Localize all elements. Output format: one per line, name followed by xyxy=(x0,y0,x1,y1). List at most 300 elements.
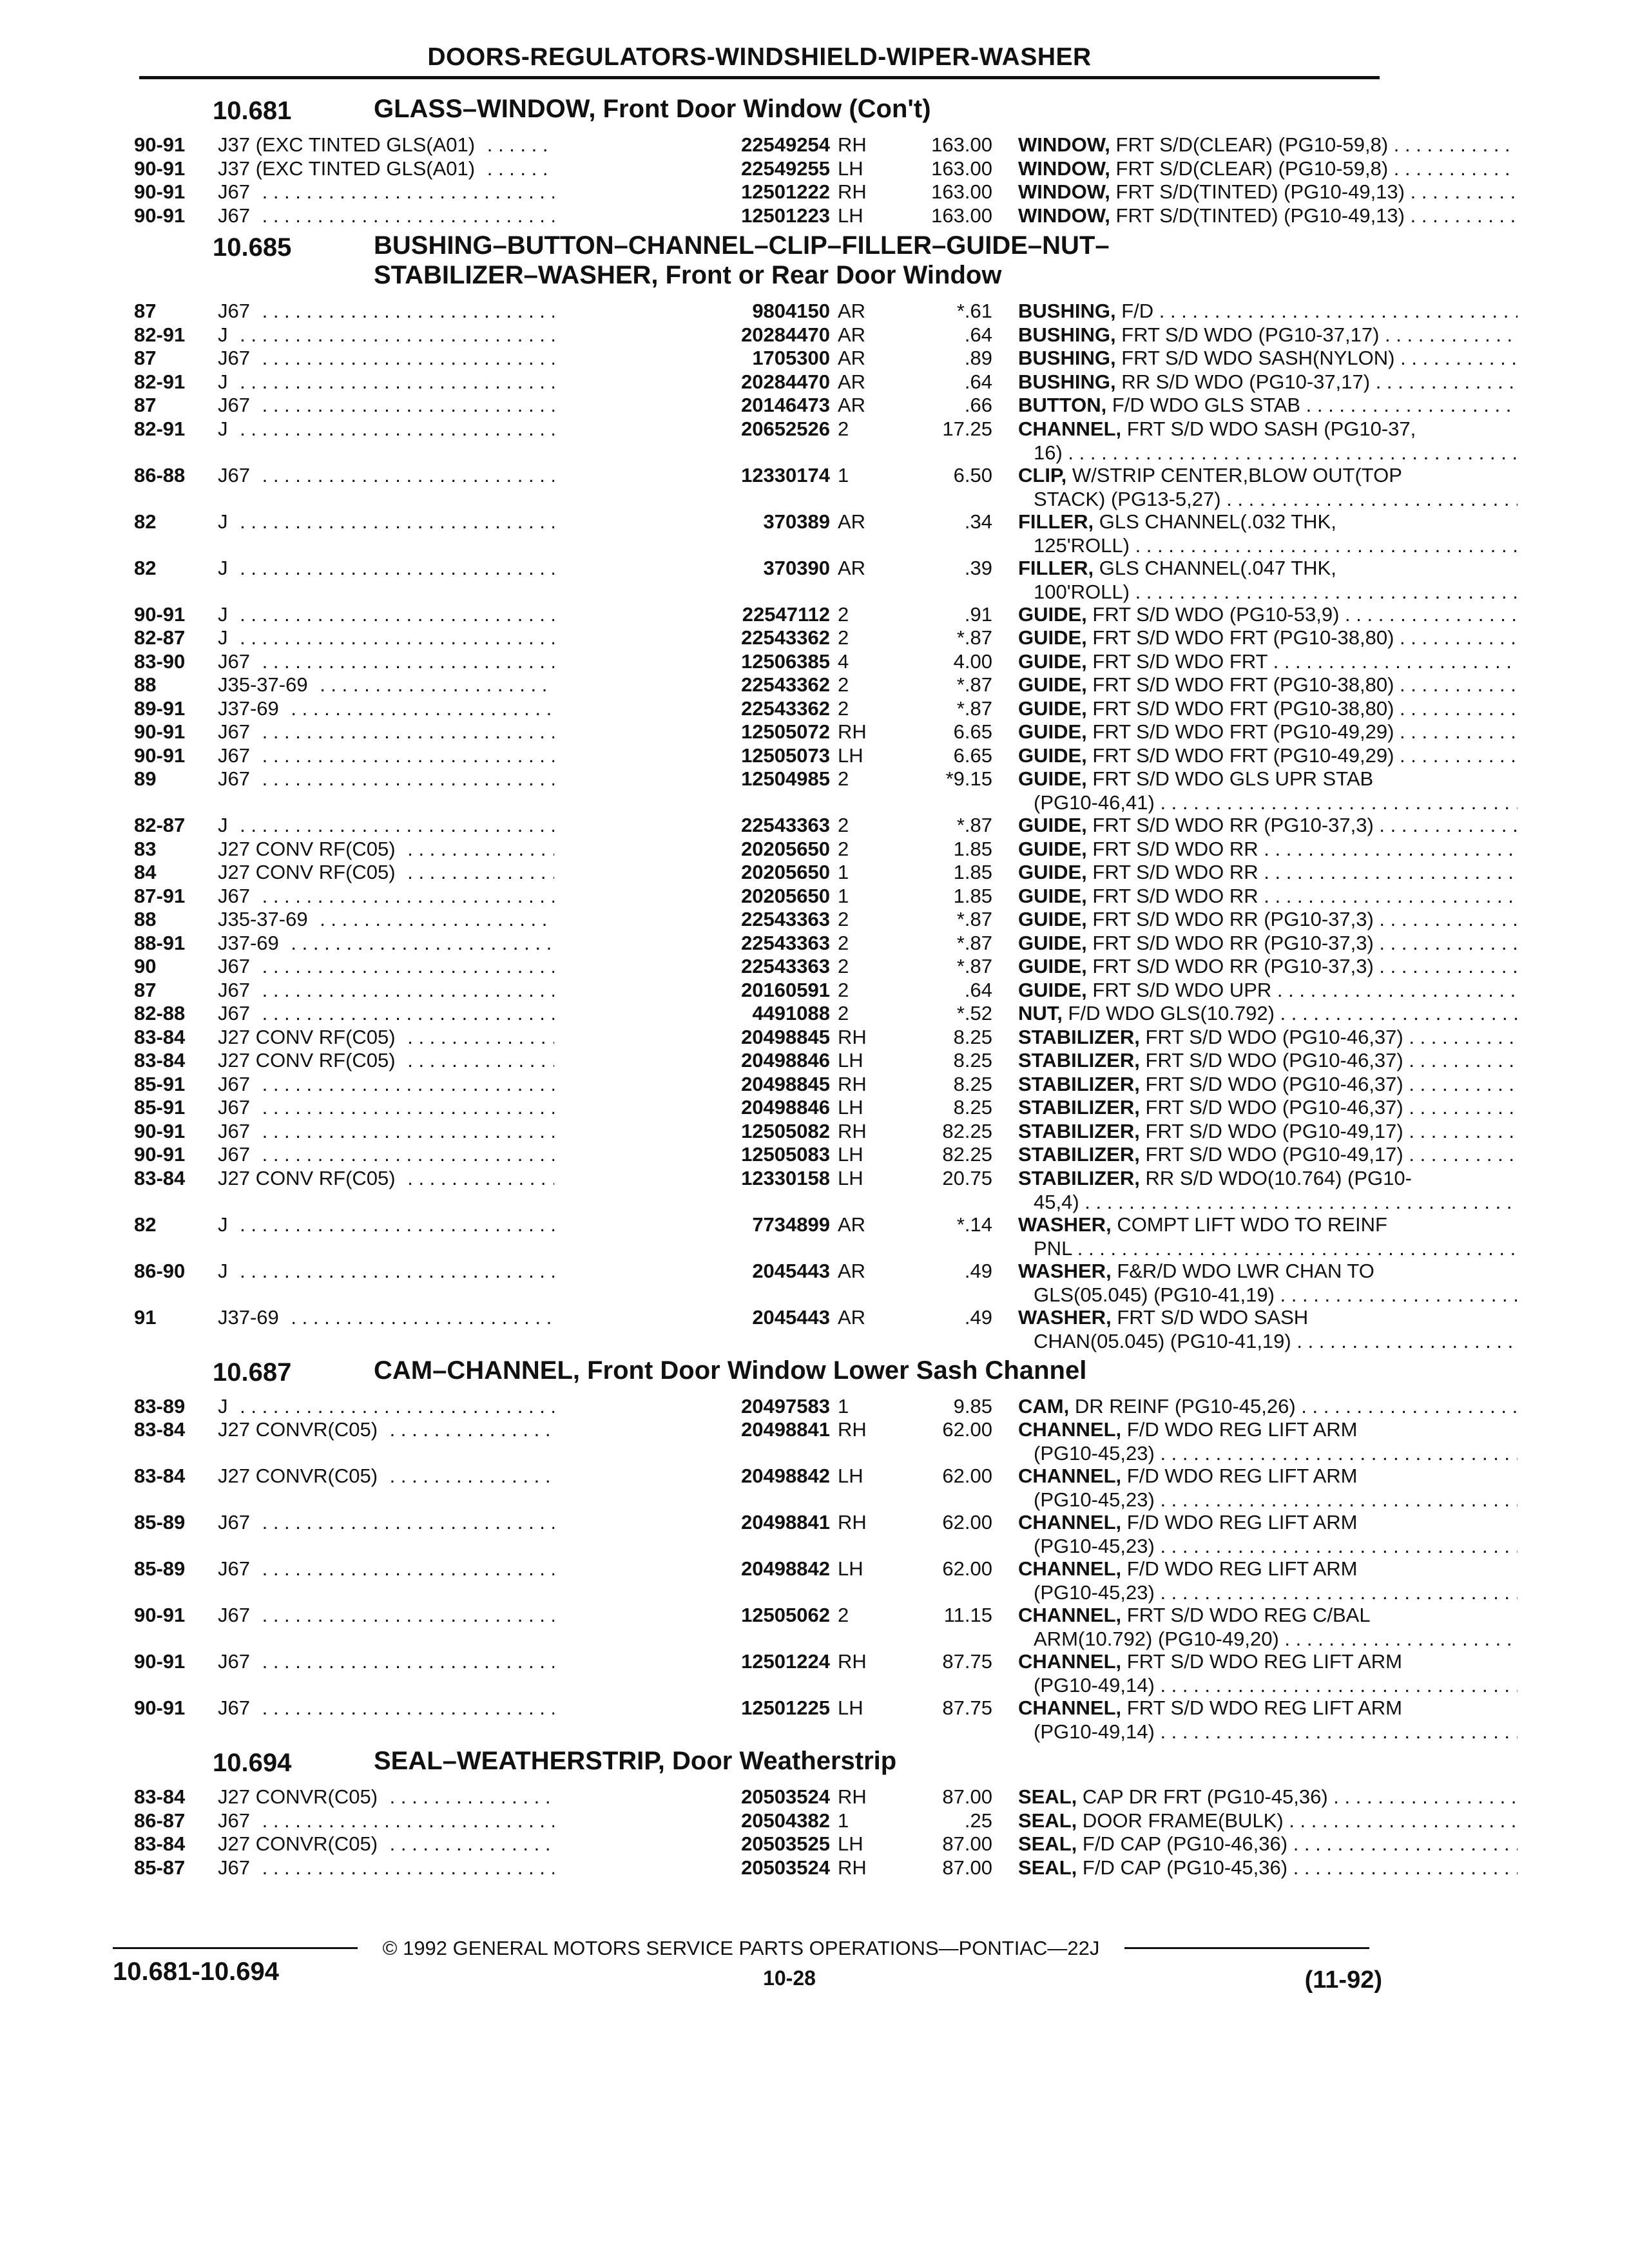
quantity: RH xyxy=(838,1119,867,1142)
model-code: J67 xyxy=(218,180,256,203)
description-continuation: (PG10-45,23) . . . xyxy=(1018,1534,1518,1558)
description-line xyxy=(1018,1119,1518,1143)
year-range: 90-91 xyxy=(134,1696,186,1719)
description-continuation: (PG10-45,23) . . . xyxy=(1018,1581,1518,1604)
footer-section-range: 10.681-10.694 xyxy=(113,1957,280,1986)
table-row xyxy=(129,813,1385,837)
description-text: FRT S/D WDO (PG10-46,37) xyxy=(1145,1025,1403,1048)
description xyxy=(1018,1649,1518,1697)
description-continuation: (PG10-45,23) . . . xyxy=(1018,1441,1518,1465)
year-range: 86-88 xyxy=(134,463,186,486)
table-row xyxy=(129,204,1405,227)
description-text: FRT S/D WDO RR (PG10-37,3) xyxy=(1092,931,1374,954)
quantity: AR xyxy=(838,323,866,346)
year-range: 90-91 xyxy=(134,157,186,180)
parts-catalog xyxy=(129,90,1416,1879)
year-range: 83-84 xyxy=(134,1049,186,1072)
description-keyword: CHANNEL, xyxy=(1018,1696,1122,1719)
part-number: 12504985 xyxy=(554,767,830,791)
model-code: J xyxy=(218,1395,235,1418)
quantity: AR xyxy=(838,394,866,416)
table-row xyxy=(129,1510,1385,1557)
model-code: J27 CONVR(C05) xyxy=(218,1418,384,1441)
year-range: 88 xyxy=(134,673,157,696)
description-continuation: (PG10-45,23) . . . xyxy=(1018,1488,1518,1512)
description-keyword: WASHER, xyxy=(1018,1305,1112,1329)
price: 1.85 xyxy=(953,837,992,860)
description-continuation: (PG10-49,14) . . . xyxy=(1018,1673,1518,1697)
description-keyword: GUIDE, xyxy=(1018,649,1087,673)
table-row xyxy=(129,393,1385,417)
description-text: W/STRIP CENTER,BLOW OUT(TOP xyxy=(1072,463,1402,486)
price: 17.25 xyxy=(942,417,992,440)
description-text: F/D xyxy=(1121,300,1154,322)
table-row xyxy=(129,1696,1402,1743)
model-code: J37-69 xyxy=(218,932,285,954)
description-line xyxy=(1018,417,1518,441)
year-range: 90-91 xyxy=(134,1119,186,1142)
table-row xyxy=(129,180,1405,204)
part-number: 12505062 xyxy=(554,1603,830,1627)
description-text: FRT S/D WDO FRT (PG10-38,80) xyxy=(1092,673,1394,696)
table-row xyxy=(129,1785,1385,1809)
price: *.87 xyxy=(956,908,992,930)
price: .64 xyxy=(964,978,992,1001)
part-number: 12501224 xyxy=(554,1649,830,1673)
description xyxy=(1018,1394,1518,1418)
part-number: 12506385 xyxy=(554,649,830,673)
year-range: 90-91 xyxy=(134,1143,186,1166)
model-code: J35-37-69 xyxy=(218,908,314,930)
model-code: J35-37-69 xyxy=(218,673,314,696)
description-keyword: SEAL, xyxy=(1018,1785,1077,1808)
description xyxy=(1018,1464,1518,1512)
part-number: 20652526 xyxy=(554,417,830,441)
description xyxy=(1018,1832,1518,1856)
part-number: 20146473 xyxy=(554,393,830,417)
description xyxy=(1018,1259,1518,1307)
description xyxy=(1018,1809,1518,1832)
table-row xyxy=(129,370,1385,394)
description xyxy=(1018,204,1518,227)
model-code: J37-69 xyxy=(218,697,285,720)
description-line xyxy=(1018,1696,1518,1720)
quantity: RH xyxy=(838,1418,867,1441)
quantity: 2 xyxy=(838,626,849,649)
table-row xyxy=(129,720,1394,744)
part-number: 22549254 xyxy=(554,133,830,157)
part-number: 2045443 xyxy=(554,1305,830,1329)
description-keyword: GUIDE, xyxy=(1018,955,1087,977)
quantity: RH xyxy=(838,133,867,156)
description-keyword: SEAL, xyxy=(1018,1832,1077,1855)
price: 6.65 xyxy=(953,720,992,743)
description xyxy=(1018,299,1518,323)
part-number: 12330158 xyxy=(554,1166,830,1190)
part-number: 2045443 xyxy=(554,1259,830,1283)
year-range: 82 xyxy=(134,510,157,533)
description-keyword: WINDOW, xyxy=(1018,133,1110,156)
quantity: 1 xyxy=(838,463,849,486)
description-text: FRT S/D WDO REG LIFT ARM xyxy=(1126,1696,1402,1719)
year-range: 83 xyxy=(134,837,157,860)
description-text: RR S/D WDO(10.764) (PG10- xyxy=(1145,1166,1412,1189)
description xyxy=(1018,1213,1518,1260)
table-row xyxy=(129,1305,1385,1352)
model-code: J67 xyxy=(218,1073,256,1095)
table-row xyxy=(129,299,1385,323)
description xyxy=(1018,1025,1518,1049)
section-number: 10.681 xyxy=(213,97,292,125)
description-line xyxy=(1018,463,1518,487)
price: .49 xyxy=(964,1305,992,1329)
price: 9.85 xyxy=(953,1394,992,1418)
year-range: 90 xyxy=(134,955,157,977)
quantity: LH xyxy=(838,1166,863,1189)
price: 87.75 xyxy=(942,1696,992,1719)
model-code: J67 xyxy=(218,1143,256,1166)
description xyxy=(1018,626,1518,649)
description-continuation: STACK) (PG13-5,27) . . . xyxy=(1018,487,1518,511)
description-text: F/D CAP (PG10-46,36) xyxy=(1082,1832,1288,1855)
quantity: RH xyxy=(838,1072,867,1095)
part-number: 22543363 xyxy=(554,954,830,978)
description-keyword: GUIDE, xyxy=(1018,673,1087,696)
price: 4.00 xyxy=(953,649,992,673)
description-keyword: CHANNEL, xyxy=(1018,417,1122,440)
description-keyword: GUIDE, xyxy=(1018,626,1087,649)
description-keyword: WINDOW, xyxy=(1018,180,1110,203)
price: 62.00 xyxy=(942,1511,992,1533)
description-line xyxy=(1018,1259,1518,1283)
price: 1.85 xyxy=(953,884,992,907)
description-keyword: BUTTON, xyxy=(1018,394,1107,416)
description-text: F/D WDO GLS(10.792) xyxy=(1068,1002,1275,1024)
description-keyword: STABILIZER, xyxy=(1018,1143,1140,1166)
description xyxy=(1018,954,1518,978)
part-number: 20205650 xyxy=(554,837,830,861)
part-number: 12505072 xyxy=(554,720,830,744)
quantity: 1 xyxy=(838,884,849,907)
description-line xyxy=(1018,1785,1518,1809)
table-row xyxy=(129,837,1385,861)
description-continuation: 100'ROLL) . . . xyxy=(1018,580,1518,604)
part-number: 20284470 xyxy=(554,370,830,394)
description-line xyxy=(1018,626,1518,649)
model-code: J67 xyxy=(218,1557,256,1580)
year-range: 87 xyxy=(134,394,157,416)
description xyxy=(1018,180,1518,204)
quantity: RH xyxy=(838,1650,867,1673)
price: .66 xyxy=(964,394,992,416)
description-line xyxy=(1018,1394,1518,1418)
description-keyword: FILLER, xyxy=(1018,510,1094,533)
year-range: 83-84 xyxy=(134,1166,186,1189)
model-code: J xyxy=(218,370,235,393)
model-code: J xyxy=(218,626,235,649)
description-text: F/D WDO REG LIFT ARM xyxy=(1126,1418,1358,1441)
part-number: 20160591 xyxy=(554,978,830,1002)
description-line xyxy=(1018,299,1518,323)
description-text: FRT S/D WDO RR (PG10-37,3) xyxy=(1092,955,1374,977)
description-line xyxy=(1018,1856,1518,1879)
table-row xyxy=(129,1557,1385,1603)
quantity: AR xyxy=(838,556,866,579)
model-code: J67 xyxy=(218,767,256,790)
description-keyword: SEAL, xyxy=(1018,1809,1077,1832)
part-number: 20503524 xyxy=(554,1856,830,1879)
description-line xyxy=(1018,673,1518,697)
model-code: J67 xyxy=(218,1096,256,1119)
table-row xyxy=(129,1072,1403,1096)
header-rule xyxy=(139,76,1380,79)
section-title: BUSHING–BUTTON–CHANNEL–CLIP–FILLER–GUIDE–NUT– STABILIZER–WASHER, Front or Rear Door Window xyxy=(374,231,1110,289)
part-number: 20498841 xyxy=(554,1418,830,1441)
description-line xyxy=(1018,907,1518,931)
table-row xyxy=(129,1025,1403,1049)
price: *.52 xyxy=(956,1002,992,1024)
description-text: FRT S/D(TINTED) (PG10-49,13) xyxy=(1115,204,1405,227)
description xyxy=(1018,1072,1518,1096)
model-code: J67 xyxy=(218,300,256,322)
price: .39 xyxy=(964,556,992,579)
section-header xyxy=(129,90,1385,133)
description-text: F/D WDO REG LIFT ARM xyxy=(1126,1511,1358,1533)
year-range: 90-91 xyxy=(134,1604,186,1626)
year-range: 85-87 xyxy=(134,1856,186,1879)
quantity: 2 xyxy=(838,697,849,720)
description-line xyxy=(1018,649,1518,673)
description-text: FRT S/D WDO RR (PG10-37,3) xyxy=(1092,908,1374,930)
description-continuation: (PG10-46,41) . . . xyxy=(1018,791,1518,814)
table-row xyxy=(129,1259,1385,1305)
description xyxy=(1018,1510,1518,1558)
table-row xyxy=(129,1809,1385,1832)
description xyxy=(1018,720,1518,744)
description-keyword: STABILIZER, xyxy=(1018,1072,1140,1095)
model-code: J27 CONVR(C05) xyxy=(218,1832,384,1855)
model-code: J27 CONV RF(C05) xyxy=(218,1167,402,1189)
quantity: 2 xyxy=(838,814,849,836)
description-keyword: STABILIZER, xyxy=(1018,1166,1140,1189)
price: 11.15 xyxy=(943,1604,992,1626)
description-text: FRT S/D WDO (PG10-46,37) xyxy=(1145,1049,1403,1072)
model-code: J xyxy=(218,814,235,836)
model-code: J27 CONVR(C05) xyxy=(218,1785,384,1808)
description-text: FRT S/D WDO REG LIFT ARM xyxy=(1126,1650,1402,1673)
description-text: FRT S/D WDO SASH(NYLON) xyxy=(1121,347,1395,369)
model-code: J67 xyxy=(218,1002,256,1024)
price: 8.25 xyxy=(953,1025,992,1048)
year-range: 90-91 xyxy=(134,204,186,227)
quantity: LH xyxy=(838,744,863,767)
table-row xyxy=(129,954,1385,978)
part-number: 12330174 xyxy=(554,463,830,487)
part-number: 20498845 xyxy=(554,1025,830,1049)
description xyxy=(1018,1166,1518,1214)
year-range: 83-84 xyxy=(134,1785,186,1808)
page-header xyxy=(139,41,1380,79)
price: .89 xyxy=(964,347,992,369)
quantity: 1 xyxy=(838,861,849,883)
quantity: 2 xyxy=(838,673,849,696)
description-line xyxy=(1018,837,1518,861)
year-range: 89 xyxy=(134,767,157,790)
part-number: 22543363 xyxy=(554,813,830,837)
year-range: 86-87 xyxy=(134,1809,186,1832)
quantity: 2 xyxy=(838,908,849,930)
model-code: J xyxy=(218,1260,235,1282)
quantity: AR xyxy=(838,510,866,533)
part-number: 22543362 xyxy=(554,697,830,720)
price: *.87 xyxy=(956,955,992,977)
description xyxy=(1018,1557,1518,1604)
year-range: 88 xyxy=(134,908,157,930)
description-text: F/D WDO GLS STAB xyxy=(1112,394,1301,416)
description-text: FRT S/D WDO FRT (PG10-49,29) xyxy=(1092,720,1394,743)
description xyxy=(1018,417,1518,465)
quantity: RH xyxy=(838,180,867,203)
description xyxy=(1018,1418,1518,1465)
description-text: FRT S/D WDO (PG10-46,37) xyxy=(1145,1096,1403,1119)
quantity: 2 xyxy=(838,931,849,954)
description-keyword: STABILIZER, xyxy=(1018,1096,1140,1119)
model-code: J67 xyxy=(218,885,256,907)
quantity: LH xyxy=(838,204,863,227)
part-number: 22549255 xyxy=(554,157,830,180)
year-range: 83-84 xyxy=(134,1832,186,1855)
price: *.87 xyxy=(956,673,992,696)
description xyxy=(1018,860,1518,884)
price: 8.25 xyxy=(953,1049,992,1072)
model-code: J xyxy=(218,510,235,533)
description-line xyxy=(1018,1418,1518,1441)
table-row xyxy=(129,744,1394,767)
description-text: GLS CHANNEL(.032 THK, xyxy=(1099,510,1336,533)
price: 163.00 xyxy=(931,204,992,227)
description-line xyxy=(1018,1557,1518,1581)
description-text: COMPT LIFT WDO TO REINF xyxy=(1117,1213,1387,1236)
description-line xyxy=(1018,813,1518,837)
part-number: 12505073 xyxy=(554,744,830,767)
table-row xyxy=(129,626,1394,649)
quantity: 2 xyxy=(838,1002,849,1024)
description-keyword: GUIDE, xyxy=(1018,978,1087,1001)
description-keyword: CHANNEL, xyxy=(1018,1418,1122,1441)
description-keyword: STABILIZER, xyxy=(1018,1025,1140,1048)
description-keyword: CHANNEL, xyxy=(1018,1604,1122,1626)
price: 8.25 xyxy=(953,1072,992,1095)
model-code: J67 xyxy=(218,1604,256,1626)
description-keyword: BUSHING, xyxy=(1018,323,1116,346)
section-number: 10.694 xyxy=(213,1749,292,1777)
description-line xyxy=(1018,1510,1518,1534)
part-number: 22543362 xyxy=(554,673,830,697)
model-code: J xyxy=(218,1213,235,1236)
description xyxy=(1018,697,1518,720)
price: 20.75 xyxy=(942,1166,992,1189)
model-code: J67 xyxy=(218,1809,256,1832)
quantity: 2 xyxy=(838,837,849,860)
description xyxy=(1018,884,1518,908)
description-line xyxy=(1018,393,1518,417)
description-keyword: GUIDE, xyxy=(1018,814,1087,836)
price: 87.75 xyxy=(942,1650,992,1673)
price: 87.00 xyxy=(942,1832,992,1855)
model-code: J67 xyxy=(218,1856,256,1879)
description-keyword: STABILIZER, xyxy=(1018,1049,1140,1072)
description-text: F&R/D WDO LWR CHAN TO xyxy=(1117,1259,1374,1282)
description-line xyxy=(1018,1832,1518,1856)
price: *.61 xyxy=(956,300,992,322)
price: 62.00 xyxy=(942,1418,992,1441)
description-line xyxy=(1018,1213,1518,1236)
part-number: 12501222 xyxy=(554,180,830,204)
description-text: FRT S/D WDO (PG10-49,17) xyxy=(1145,1119,1403,1142)
description-keyword: STABILIZER, xyxy=(1018,1119,1140,1142)
description xyxy=(1018,602,1518,626)
description-keyword: FILLER, xyxy=(1018,556,1094,579)
description-line xyxy=(1018,157,1518,180)
description-line xyxy=(1018,1048,1518,1072)
description xyxy=(1018,370,1518,394)
part-number: 22543363 xyxy=(554,907,830,931)
table-row xyxy=(129,323,1385,347)
description xyxy=(1018,813,1518,837)
table-row xyxy=(129,1048,1403,1072)
year-range: 90-91 xyxy=(134,720,186,743)
table-row xyxy=(129,649,1385,673)
table-row xyxy=(129,1603,1385,1649)
description xyxy=(1018,1856,1518,1879)
table-row xyxy=(129,133,1389,157)
year-range: 88-91 xyxy=(134,931,186,954)
description-keyword: WINDOW, xyxy=(1018,204,1110,227)
price: 6.50 xyxy=(953,463,992,486)
price: *.87 xyxy=(956,931,992,954)
description-keyword: CHANNEL, xyxy=(1018,1511,1122,1533)
part-number: 370389 xyxy=(554,510,830,533)
price: 62.00 xyxy=(942,1557,992,1580)
quantity: RH xyxy=(838,1511,867,1533)
description-text: FRT S/D(TINTED) (PG10-49,13) xyxy=(1115,180,1405,203)
part-number: 20503525 xyxy=(554,1832,830,1856)
description xyxy=(1018,1142,1518,1166)
description-text: F/D CAP (PG10-45,36) xyxy=(1082,1856,1288,1879)
description-keyword: NUT, xyxy=(1018,1002,1063,1024)
table-row xyxy=(129,884,1385,908)
description-text: FRT S/D(CLEAR) (PG10-59,8) xyxy=(1115,133,1389,156)
year-range: 85-91 xyxy=(134,1096,186,1119)
description-continuation: (PG10-49,14) . . . xyxy=(1018,1720,1518,1744)
description-line xyxy=(1018,1025,1518,1049)
part-number: 370390 xyxy=(554,556,830,580)
section-header xyxy=(129,1742,1385,1785)
description-line xyxy=(1018,1305,1518,1329)
description-keyword: BUSHING, xyxy=(1018,347,1116,369)
description xyxy=(1018,510,1518,557)
description-keyword: CLIP, xyxy=(1018,463,1067,486)
price: .49 xyxy=(964,1259,992,1282)
section-title: SEAL–WEATHERSTRIP, Door Weatherstrip xyxy=(374,1747,897,1775)
description-continuation: ARM(10.792) (PG10-49,20) . . . xyxy=(1018,1627,1518,1651)
year-range: 82 xyxy=(134,556,157,579)
model-code: J67 xyxy=(218,1511,256,1533)
year-range: 85-91 xyxy=(134,1072,186,1095)
price: 82.25 xyxy=(942,1119,992,1142)
price: *.87 xyxy=(956,697,992,720)
table-row xyxy=(129,556,1385,602)
